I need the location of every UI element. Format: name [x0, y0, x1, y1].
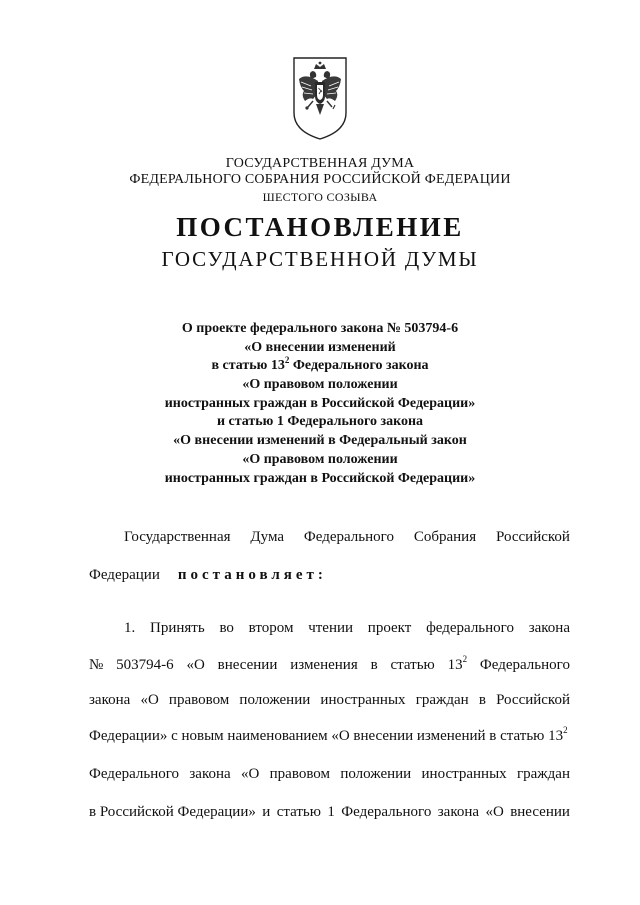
- word: в Российской Федерации»: [89, 804, 256, 820]
- body-line: [89, 692, 570, 709]
- word: 1.: [124, 620, 136, 636]
- word: статью: [390, 657, 435, 673]
- subject-line: «О правовом положении: [242, 451, 398, 467]
- word: чтении: [308, 620, 354, 636]
- body-line: [89, 654, 570, 674]
- body-line: [124, 620, 570, 637]
- word: закона: [89, 692, 131, 708]
- word: втором: [248, 620, 294, 636]
- word: Государственная: [124, 529, 231, 545]
- word: «О: [240, 766, 260, 782]
- word: федерального: [426, 620, 514, 636]
- word: Федерального: [479, 657, 570, 673]
- word: Федерального: [89, 766, 180, 782]
- subject-line: «О правовом положении: [242, 377, 398, 393]
- word: «О: [186, 657, 205, 673]
- word: закона: [437, 804, 480, 820]
- word: в: [478, 692, 486, 708]
- body-line: [89, 567, 570, 584]
- organization-line-2: ФЕДЕРАЛЬНОГО СОБРАНИЯ РОССИЙСКОЙ ФЕДЕРАЦИИ: [129, 172, 511, 187]
- convocation-label: ШЕСТОГО СОЗЫВА: [262, 190, 378, 204]
- word-text: 13: [447, 657, 463, 673]
- word: Федерации: [89, 567, 160, 583]
- word: и: [262, 804, 271, 820]
- word: правовом: [168, 692, 230, 708]
- subject-line: иностранных граждан в Российской Федерации»: [164, 470, 476, 486]
- word: Российской: [496, 529, 570, 545]
- subject-line: и статью 1 Федерального закона: [216, 414, 424, 430]
- line-text: [89, 725, 568, 745]
- russian-coat-of-arms-icon: [291, 55, 349, 141]
- word: Федерального: [341, 804, 432, 820]
- word: «О: [485, 804, 504, 820]
- word: 503794-6: [116, 657, 174, 673]
- word: граждан: [415, 692, 469, 708]
- superscript: 2: [462, 654, 468, 664]
- word: Собрания: [413, 529, 477, 545]
- word: внесении: [510, 804, 570, 820]
- word: Принять: [150, 620, 205, 636]
- word: положении: [239, 692, 311, 708]
- word: [447, 654, 468, 674]
- word: внесении: [217, 657, 278, 673]
- word: в: [370, 657, 378, 673]
- word: закона: [189, 766, 231, 782]
- word: Российской: [496, 692, 570, 708]
- operative-verb: постановляет:: [177, 567, 327, 583]
- subject-text: в статью 13: [211, 358, 285, 374]
- word: Федерального: [303, 529, 394, 545]
- word-text: Федерации» с новым наименованием «О внесении изменений в статью 13: [89, 728, 564, 744]
- subject-line: [0, 354, 640, 376]
- word: №: [89, 657, 104, 673]
- word: закона: [528, 620, 570, 636]
- body-line: [89, 804, 570, 821]
- word: граждан: [516, 766, 570, 782]
- body-line: [124, 529, 570, 546]
- word: правовом: [269, 766, 331, 782]
- body-line: [89, 766, 570, 783]
- body-line: [89, 725, 570, 745]
- resolution-subject: [0, 320, 640, 488]
- word: 1: [327, 804, 335, 820]
- subject-line: «О внесении изменений: [244, 339, 396, 355]
- superscript: 2: [284, 354, 290, 365]
- document-type-subtitle: ГОСУДАРСТВЕННОЙ ДУМЫ: [161, 247, 479, 271]
- organization-line-1: ГОСУДАРСТВЕННАЯ ДУМА: [225, 156, 415, 171]
- word: положении: [340, 766, 412, 782]
- word: Дума: [250, 529, 285, 545]
- word: во: [219, 620, 234, 636]
- superscript: 2: [563, 725, 568, 735]
- word: проект: [367, 620, 412, 636]
- subject-line: О проекте федерального закона № 503794-6: [181, 321, 459, 336]
- subject-text: Федерального закона: [289, 358, 429, 374]
- subject-line: иностранных граждан в Российской Федерации»: [164, 395, 476, 411]
- word: иностранных: [421, 766, 507, 782]
- word: иностранных: [320, 692, 406, 708]
- word: изменения: [290, 657, 358, 673]
- subject-line: «О внесении изменений в Федеральный закон: [173, 433, 467, 449]
- document-type-title: ПОСТАНОВЛЕНИЕ: [176, 212, 464, 242]
- word: статью: [276, 804, 321, 820]
- word: «О: [140, 692, 159, 708]
